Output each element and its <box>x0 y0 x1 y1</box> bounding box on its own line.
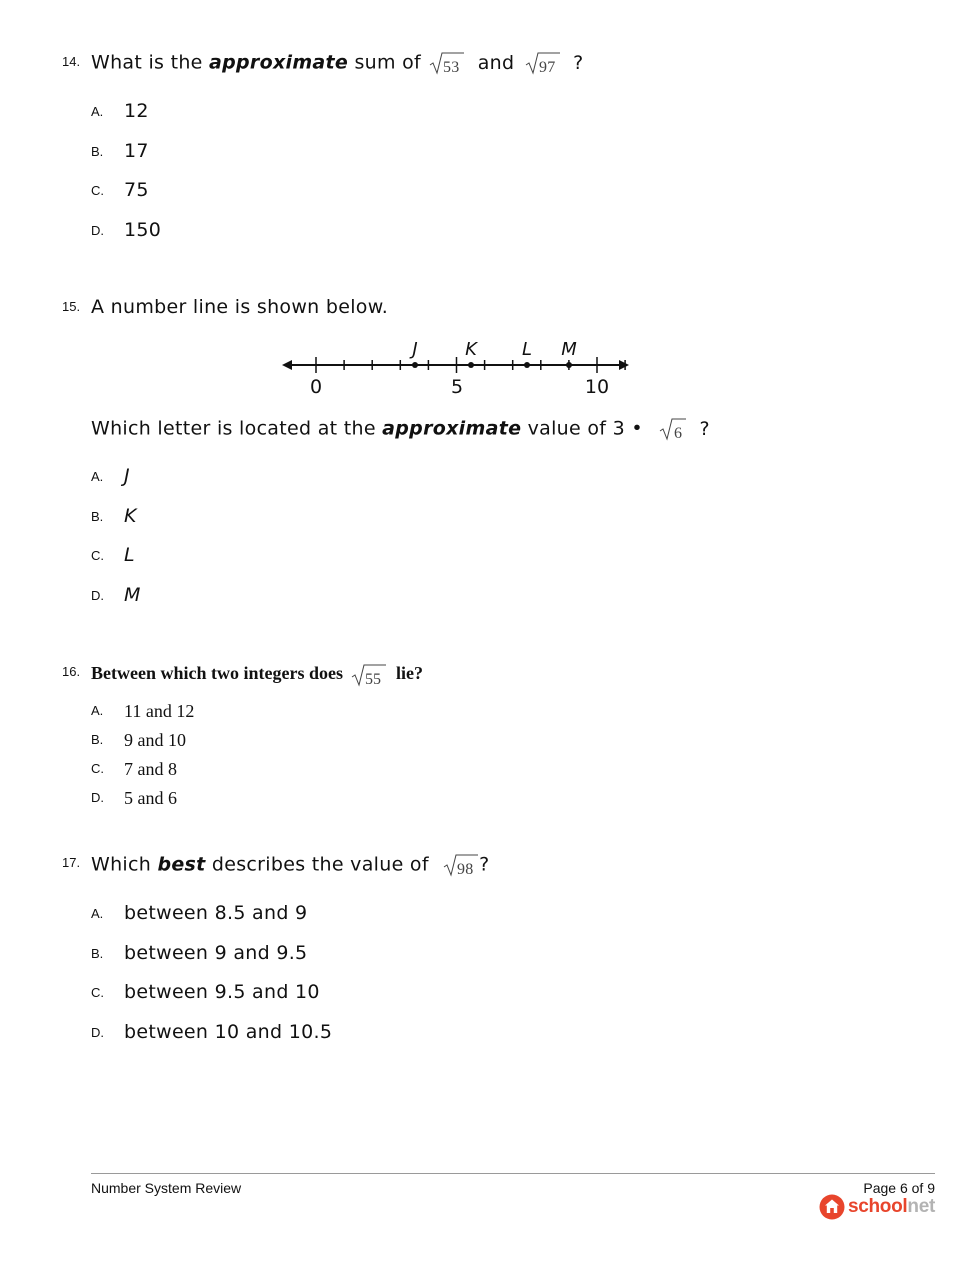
question-16-option-b[interactable]: 9 and 10 <box>124 730 186 750</box>
question-17-number: 17. <box>62 855 81 870</box>
question-15-option-c[interactable]: L <box>124 544 135 566</box>
question-15-prompt-part: Which letter is located at the <box>91 417 383 440</box>
question-16-option-a[interactable]: 11 and 12 <box>124 701 195 721</box>
question-16-option-d[interactable]: 5 and 6 <box>124 788 177 808</box>
question-16-number: 16. <box>62 664 81 679</box>
question-14-option-d-letter: D. <box>91 223 104 238</box>
question-17-option-c[interactable]: between 9.5 and 10 <box>124 981 320 1003</box>
sqrt-6 <box>659 416 687 442</box>
point-label-m: M <box>561 339 577 360</box>
question-15-number: 15. <box>62 299 81 314</box>
sqrt-97 <box>525 50 561 76</box>
radicand-97: 97 <box>538 59 556 76</box>
tick-label-5: 5 <box>450 376 464 398</box>
question-17-option-c-letter: C. <box>91 985 104 1000</box>
point-m <box>566 362 572 368</box>
question-15-prompt <box>91 416 710 442</box>
schoolnet-house-icon <box>819 1194 845 1220</box>
question-16-option-d-letter: D. <box>91 790 104 805</box>
number-line-right-arrow <box>619 360 629 370</box>
question-15-option-d[interactable]: M <box>124 584 141 606</box>
question-16-option-c[interactable]: 7 and 8 <box>124 759 177 779</box>
question-14-option-d[interactable]: 150 <box>124 219 162 241</box>
page-number: Page 6 of 9 <box>863 1180 935 1196</box>
number-line <box>278 336 638 400</box>
question-14-option-b[interactable]: 17 <box>124 140 149 162</box>
question-17-text-part: Which <box>91 853 158 876</box>
sqrt-98 <box>443 852 479 878</box>
sqrt-55 <box>351 662 387 688</box>
point-label-k: K <box>465 339 477 360</box>
footer-title: Number System Review <box>91 1180 242 1196</box>
radicand-53: 53 <box>443 59 460 76</box>
question-14-number: 14. <box>62 54 81 69</box>
question-17-option-b-letter: B. <box>91 946 104 961</box>
question-15-option-b-letter: B. <box>91 509 104 524</box>
question-16-text-part: Between which two integers does <box>91 663 343 684</box>
radicand-98: 98 <box>457 861 474 878</box>
radicand-55: 55 <box>365 671 382 688</box>
question-14-text <box>91 50 583 76</box>
question-17-text-part: describes the value of <box>205 853 429 876</box>
question-17-option-b[interactable]: between 9 and 9.5 <box>124 942 308 964</box>
number-line-left-arrow <box>282 360 292 370</box>
question-15-prompt-part: ? <box>699 417 710 440</box>
question-14-text-part: What is the <box>91 51 209 74</box>
question-14-option-c-letter: C. <box>91 183 104 198</box>
question-14-emphasis: approximate <box>209 51 349 74</box>
question-15-emphasis: approximate <box>382 417 522 440</box>
question-14-option-a-letter: A. <box>91 104 104 119</box>
schoolnet-wordmark <box>848 1196 935 1218</box>
question-15-option-b[interactable]: K <box>124 505 137 527</box>
wordmark-school: school <box>847 1196 908 1217</box>
question-16-option-c-letter: C. <box>91 761 104 776</box>
schoolnet-logo <box>819 1194 935 1220</box>
question-17-option-d-letter: D. <box>91 1025 104 1040</box>
wordmark-net: net <box>907 1196 935 1217</box>
question-15-prompt-part: value of 3 • <box>521 417 643 440</box>
radicand-6: 6 <box>674 425 683 442</box>
point-k <box>468 362 474 368</box>
question-15-option-a[interactable]: J <box>124 465 130 487</box>
question-15-option-d-letter: D. <box>91 588 104 603</box>
question-14-text-part: ? <box>573 51 584 74</box>
question-16-option-a-letter: A. <box>91 703 104 718</box>
tick-label-0: 0 <box>309 376 323 398</box>
point-l <box>524 362 530 368</box>
footer-divider <box>91 1173 935 1174</box>
question-17-option-a[interactable]: between 8.5 and 9 <box>124 902 308 924</box>
question-17-text-part: ? <box>479 853 490 876</box>
question-17-text <box>91 852 490 878</box>
question-17-option-a-letter: A. <box>91 906 104 921</box>
question-14-option-c[interactable]: 75 <box>124 179 149 201</box>
question-14-option-b-letter: B. <box>91 144 104 159</box>
question-15-option-a-letter: A. <box>91 469 104 484</box>
question-17-emphasis: best <box>157 853 206 876</box>
question-16-option-b-letter: B. <box>91 732 104 747</box>
point-j <box>412 362 418 368</box>
question-16-text <box>91 662 423 688</box>
tick-label-10: 10 <box>584 376 610 398</box>
point-label-l: L <box>521 339 533 360</box>
question-14-text-part: and <box>477 51 515 74</box>
sqrt-53 <box>429 50 465 76</box>
question-14-text-part: sum of <box>348 51 428 74</box>
question-15-option-c-letter: C. <box>91 548 104 563</box>
question-14-option-a[interactable]: 12 <box>124 100 149 122</box>
question-17-option-d[interactable]: between 10 and 10.5 <box>124 1021 333 1043</box>
point-label-j: J <box>412 339 418 360</box>
question-16-text-part: lie? <box>395 663 423 684</box>
question-15-text: A number line is shown below. <box>91 296 389 318</box>
